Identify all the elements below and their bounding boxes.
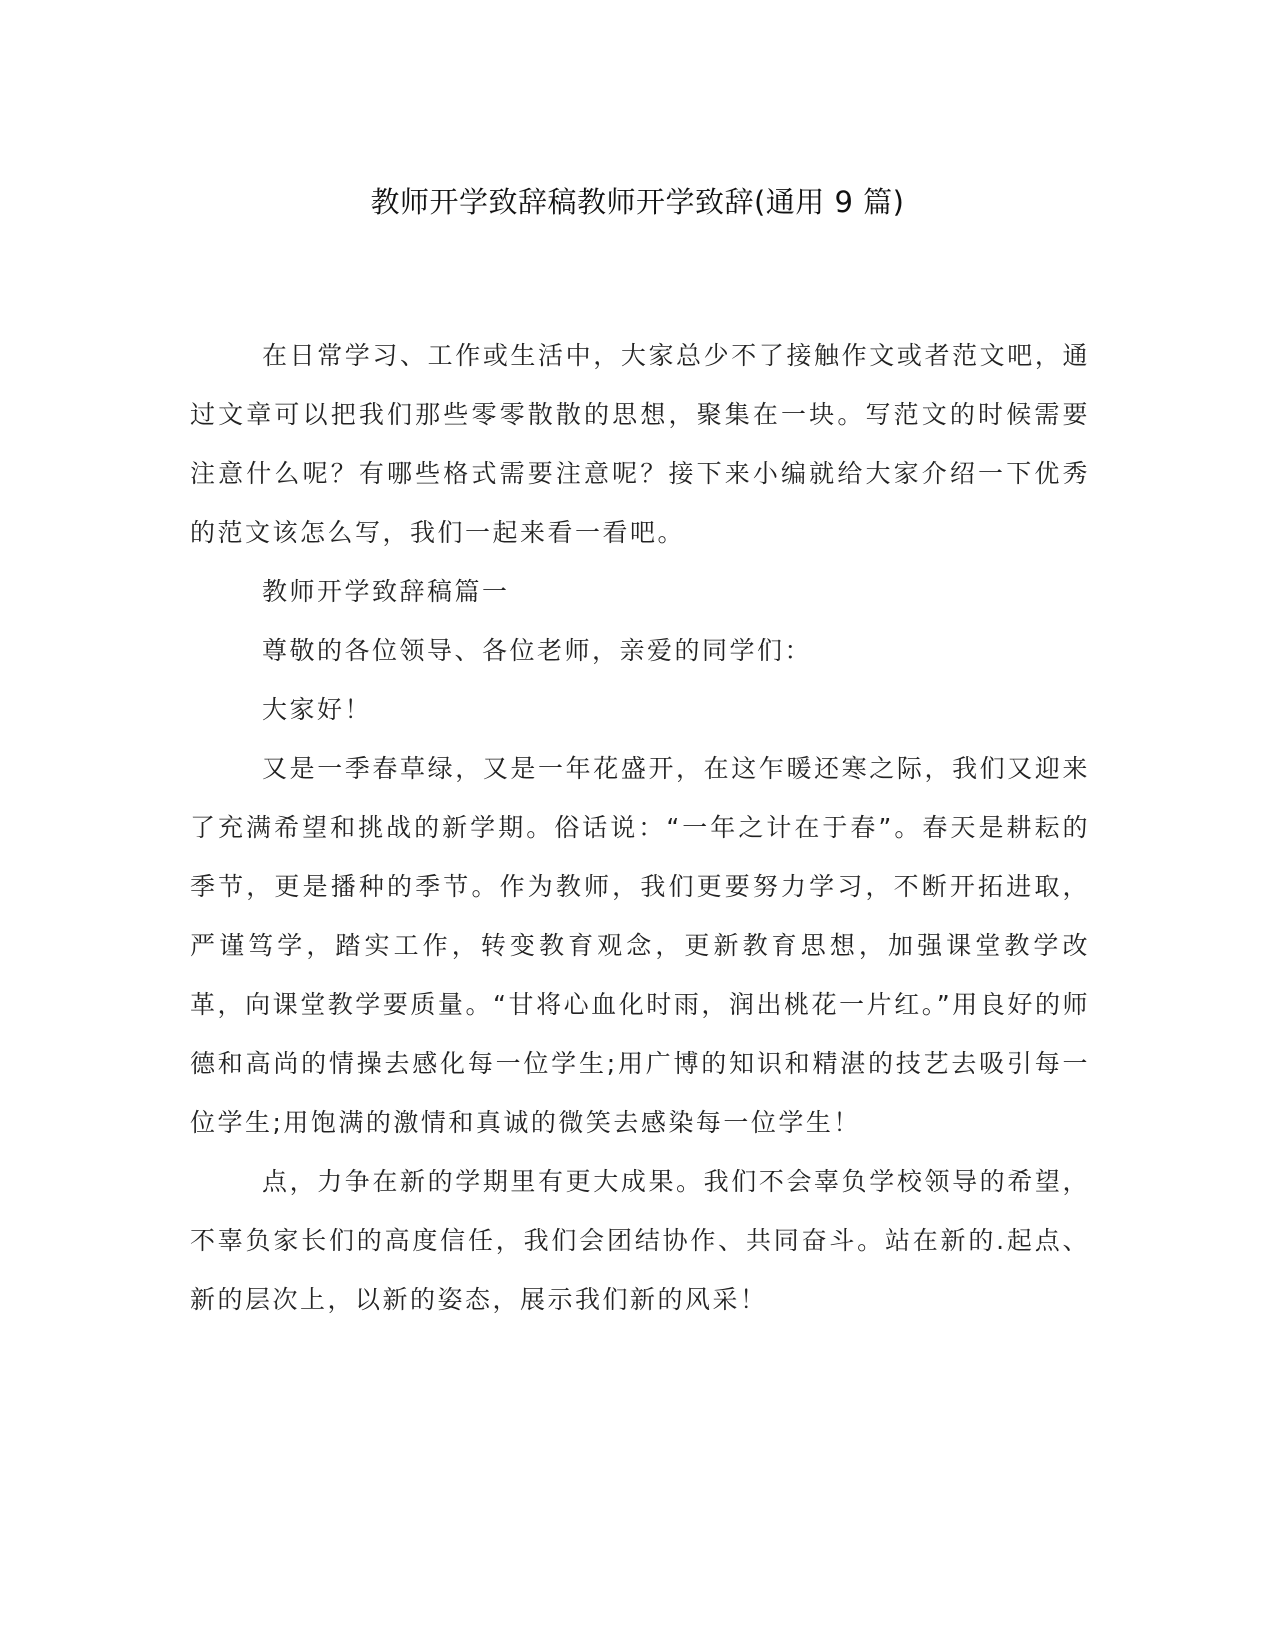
- document-body: [190, 326, 1090, 1329]
- section-heading: 教师开学致辞稿篇一: [262, 577, 510, 606]
- document-title: 教师开学致辞稿教师开学致辞(通用 9 篇): [370, 185, 905, 219]
- salutation: 尊敬的各位领导、各位老师，亲爱的同学们：: [262, 636, 813, 665]
- greeting: 大家好！: [262, 695, 373, 724]
- body-paragraph: 点，力争在新的学期里有更大成果。我们不会辜负学校领导的希望，不辜负家长们的高度信任，我们会团结协作、共同奋斗。站在新的.起点、新的层次上，以新的姿态，展示我们新的风采！: [190, 1167, 1090, 1314]
- intro-paragraph: 在日常学习、工作或生活中，大家总少不了接触作文或者范文吧，通过文章可以把我们那些零零散散的思想，聚集在一块。写范文的时候需要注意什么呢？有哪些格式需要注意呢？接下来小编就给大家介绍一下优秀的范文该怎么写，我们一起来看一看吧。: [190, 341, 1090, 547]
- body-paragraph: 又是一季春草绿，又是一年花盛开，在这乍暖还寒之际，我们又迎来了充满希望和挑战的新学期。俗话说：“一年之计在于春”。春天是耕耘的季节，更是播种的季节。作为教师，我们更要努力学习，不断开拓进取，严谨笃学，踏实工作，转变教育观念，更新教育思想，加强课堂教学改革，向课堂教学要质量。“甘将心血化时雨，润出桃花一片红。”用良好的师德和高尚的情操去感化每一位学生;用广博的知识和精湛的技艺去吸引每一位学生;用饱满的激情和真诚的微笑去感染每一位学生！: [190, 754, 1090, 1137]
